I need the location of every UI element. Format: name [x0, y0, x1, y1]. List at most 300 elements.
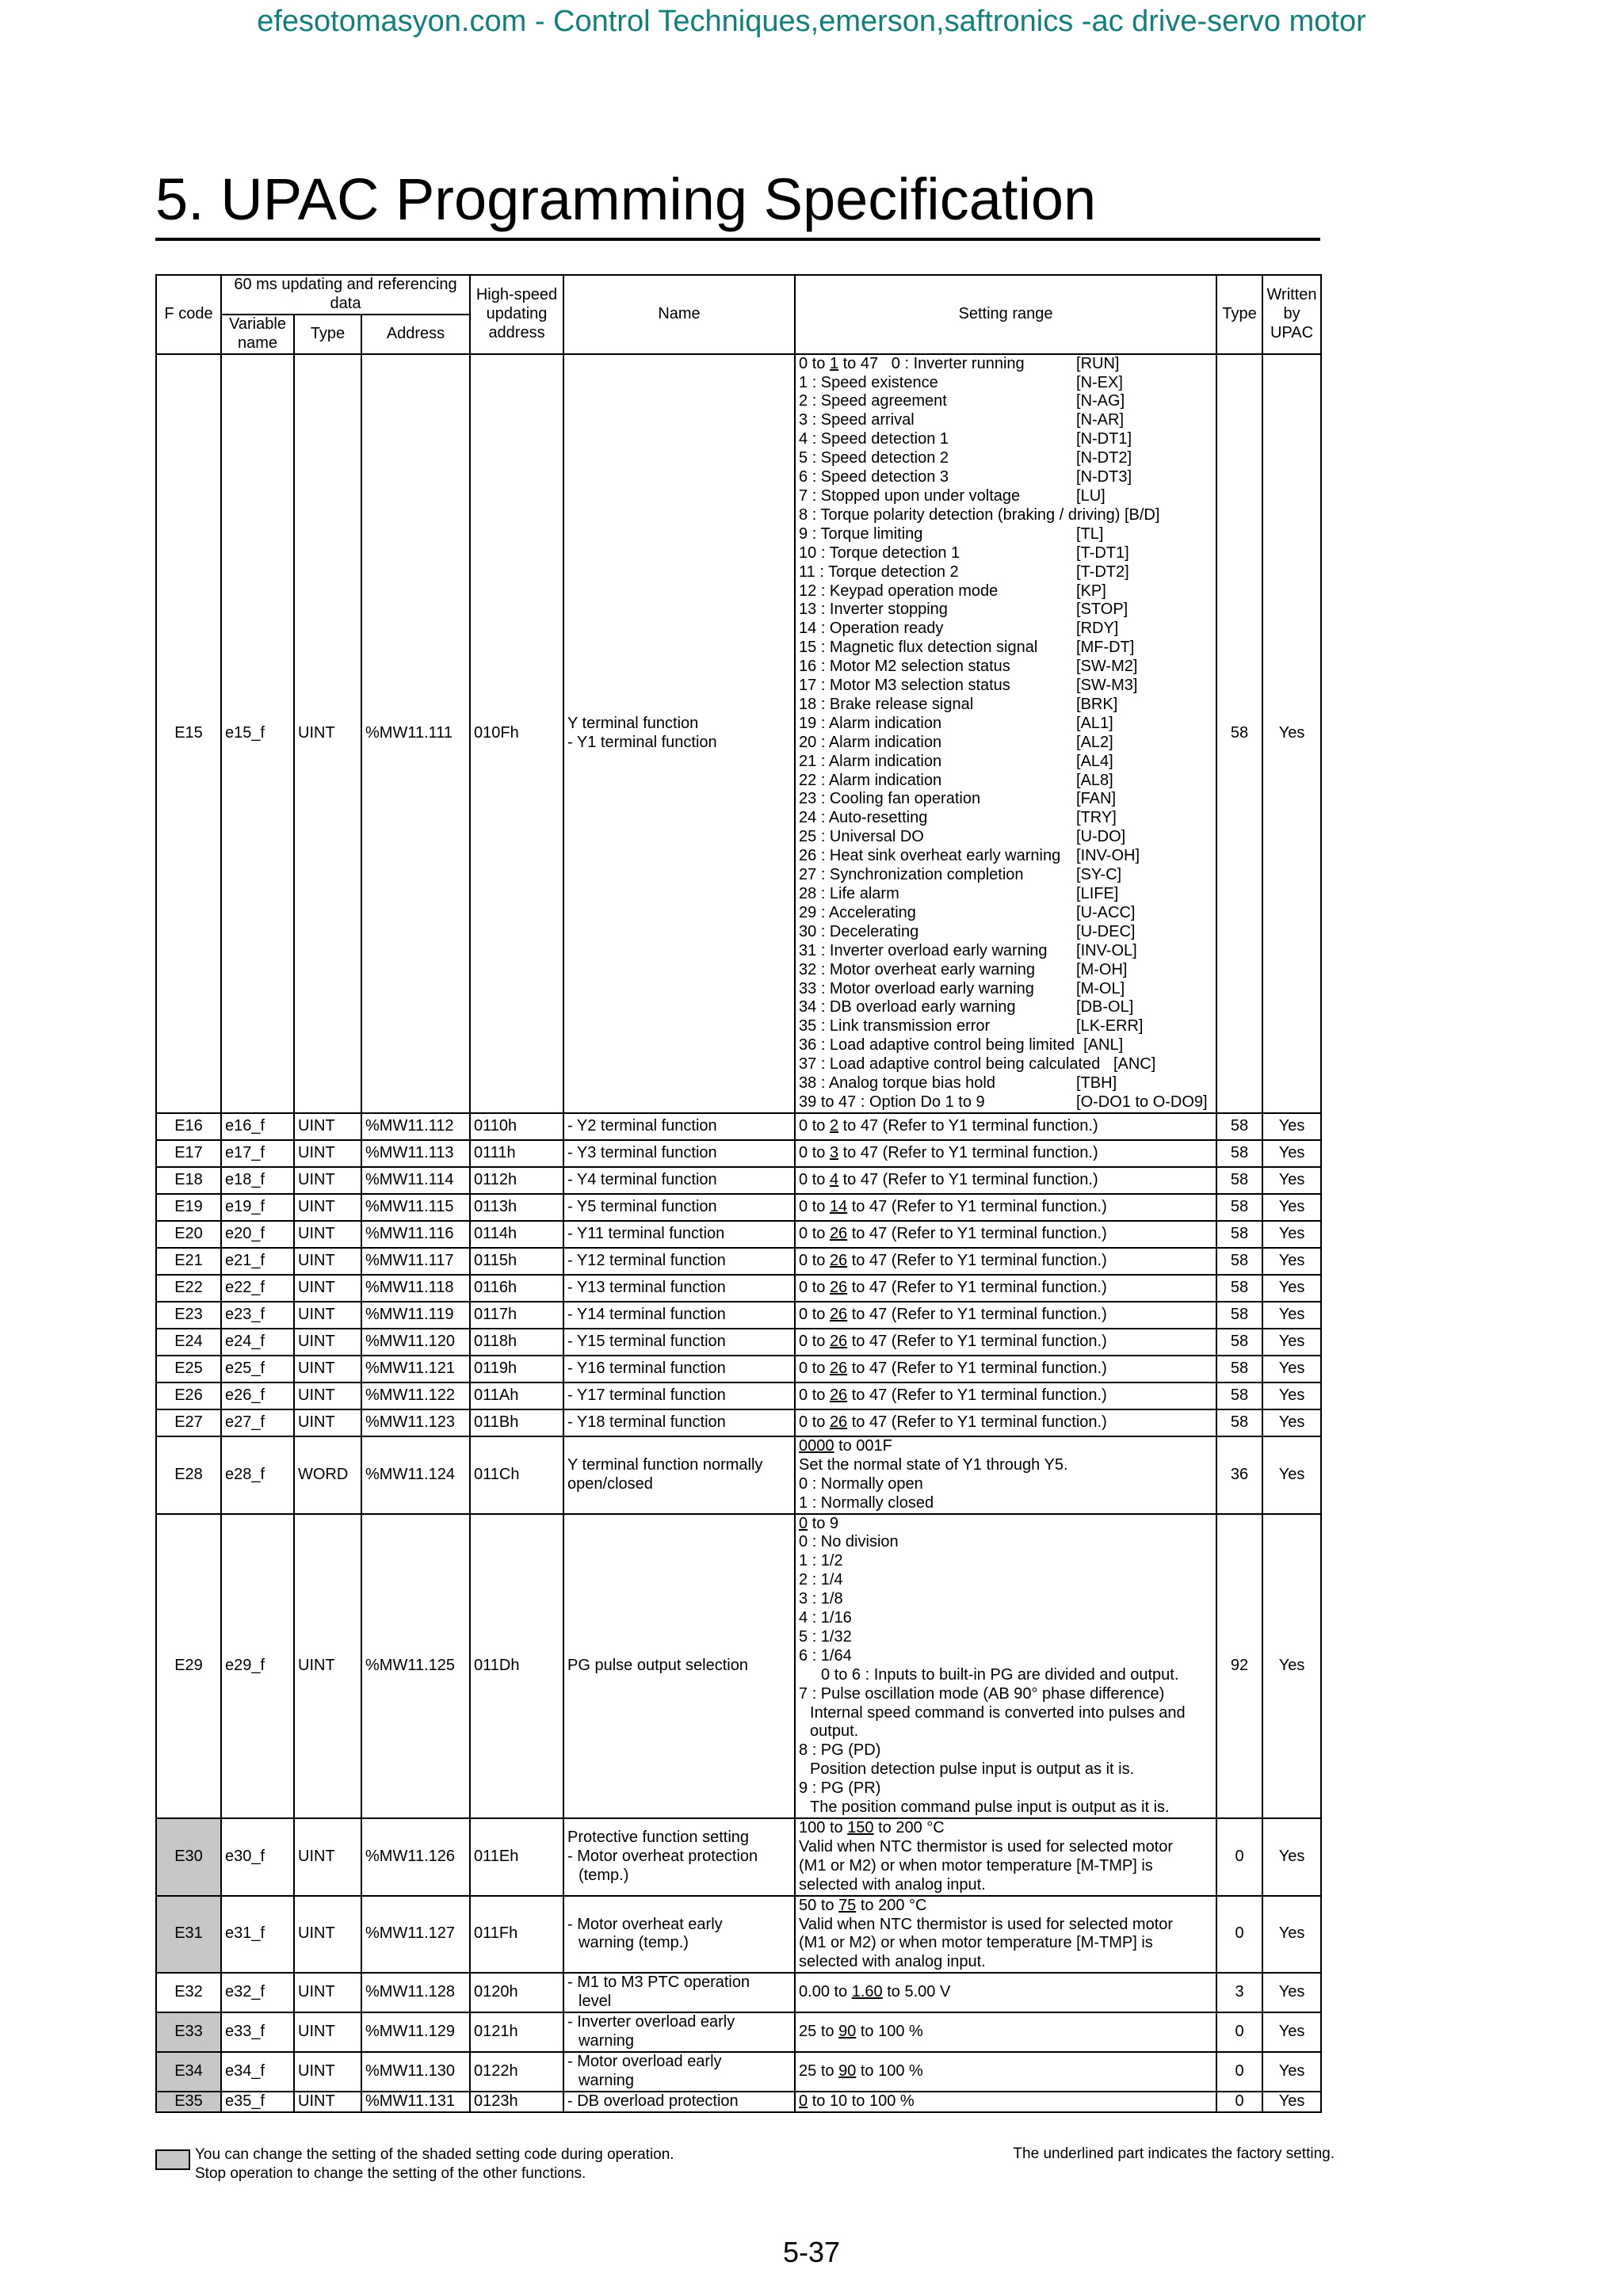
- written-cell: Yes: [1262, 2052, 1321, 2092]
- range-post: to 10 to 100 %: [808, 2092, 915, 2110]
- range-default: 0: [799, 1514, 808, 1532]
- range-default: 26: [829, 1224, 848, 1242]
- type2-cell: 58: [1216, 1356, 1262, 1383]
- option-line: [799, 715, 1212, 734]
- range-cell: [795, 2012, 1216, 2052]
- range-pre: 0 to: [799, 1170, 830, 1188]
- address-cell: %MW11.111: [361, 354, 470, 1113]
- fcode-cell-shaded: E30: [156, 1818, 221, 1896]
- range-cell: [795, 1329, 1216, 1356]
- range-post: to 47 (Refer to Y1 terminal function.): [847, 1224, 1107, 1242]
- option-code: [MF-DT]: [1076, 639, 1135, 657]
- fcode-cell-shaded: E35: [156, 2092, 221, 2112]
- var-cell: e32_f: [221, 1973, 294, 2012]
- option-text: 23 : Cooling fan operation: [799, 790, 981, 808]
- type-cell: UINT: [294, 1248, 361, 1275]
- type-cell: UINT: [294, 1409, 361, 1436]
- type2-cell: 58: [1216, 1302, 1262, 1329]
- site-banner[interactable]: efesotomasyon.com - Control Techniques,emerson,saftronics -ac drive-servo motor: [257, 5, 1366, 38]
- name-cell: - Y18 terminal function: [563, 1409, 795, 1436]
- hs-cell: 0115h: [470, 1248, 563, 1275]
- var-cell: e17_f: [221, 1140, 294, 1167]
- option-line: [799, 904, 1212, 923]
- range-line: 9 : PG (PR): [799, 1779, 881, 1798]
- range-default: 26: [829, 1386, 848, 1404]
- hs-cell: 0117h: [470, 1302, 563, 1329]
- written-cell: Yes: [1262, 1329, 1321, 1356]
- option-code: [AL2]: [1076, 733, 1113, 751]
- range-default: 0000: [799, 1436, 834, 1455]
- name-line: - M1 to M3 PTC operation: [567, 1974, 750, 1992]
- option-text: 14 : Operation ready: [799, 620, 944, 638]
- table-row: [156, 2052, 1321, 2092]
- table-row: [156, 1248, 1321, 1275]
- option-text: 36 : Load adaptive control being limited [ANL]: [799, 1036, 1124, 1055]
- option-code: [AL8]: [1076, 771, 1113, 789]
- option-code: [STOP]: [1076, 601, 1128, 619]
- option-line: [799, 525, 1212, 544]
- option-line: [799, 866, 1212, 885]
- header-type: Type: [294, 315, 361, 354]
- range-post: to 47 (Refer to Y1 terminal function.): [847, 1359, 1107, 1377]
- var-cell: e28_f: [221, 1436, 294, 1514]
- fcode-cell: E17: [156, 1140, 221, 1167]
- table-row: [156, 1275, 1321, 1302]
- range-post: to 200 °C: [873, 1819, 945, 1836]
- type2-cell: 3: [1216, 1973, 1262, 2012]
- range-pre: 0 to: [799, 1143, 830, 1161]
- name-line: warning: [579, 2071, 635, 2089]
- address-cell: %MW11.126: [361, 1818, 470, 1896]
- option-line: [799, 449, 1212, 468]
- option-text: 5 : Speed detection 2: [799, 449, 949, 467]
- range-post: to 47 (Refer to Y1 terminal function.): [838, 1116, 1098, 1135]
- type2-cell: 58: [1216, 1194, 1262, 1221]
- written-cell: Yes: [1262, 1409, 1321, 1436]
- name-cell: - Y16 terminal function: [563, 1356, 795, 1383]
- type2-cell: 92: [1216, 1514, 1262, 1819]
- range-line: (M1 or M2) or when motor temperature [M-TMP] is: [799, 1856, 1153, 1875]
- range-pre: 25 to: [799, 2061, 839, 2080]
- fcode-cell: E28: [156, 1436, 221, 1514]
- range-default: 26: [829, 1359, 848, 1377]
- range-post: to 47 (Refer to Y1 terminal function.): [847, 1413, 1107, 1431]
- type-cell: UINT: [294, 1514, 361, 1819]
- range-cell: [795, 1167, 1216, 1194]
- written-cell: Yes: [1262, 1514, 1321, 1819]
- address-cell: %MW11.117: [361, 1248, 470, 1275]
- range-line: [799, 355, 1212, 374]
- type2-cell: 58: [1216, 1167, 1262, 1194]
- type-cell: UINT: [294, 2012, 361, 2052]
- range-line: Valid when NTC thermistor is used for selected motor: [799, 1837, 1174, 1855]
- type-cell: UINT: [294, 1383, 361, 1409]
- fcode-cell: E15: [156, 354, 221, 1113]
- range-pre: 100 to: [799, 1819, 848, 1836]
- table-row: [156, 2012, 1321, 2052]
- option-text: 2 : Speed agreement: [799, 392, 947, 410]
- range-post: to 5.00 V: [882, 1983, 951, 2001]
- option-text: 28 : Life alarm: [799, 885, 899, 902]
- type2-cell: 36: [1216, 1436, 1262, 1514]
- hs-cell: 011Dh: [470, 1514, 563, 1819]
- option-line: [799, 506, 1212, 525]
- type-cell: UINT: [294, 2052, 361, 2092]
- legend-text: [195, 2145, 908, 2183]
- option-code: [N-DT3]: [1076, 468, 1132, 486]
- range-cell: [795, 1140, 1216, 1167]
- option-text: 9 : Torque limiting: [799, 524, 923, 543]
- hs-cell: 010Fh: [470, 354, 563, 1113]
- option-code: [RDY]: [1076, 620, 1119, 638]
- option-text: 4 : Speed detection 1: [799, 430, 949, 448]
- written-cell: Yes: [1262, 2012, 1321, 2052]
- range-default: 3: [829, 1143, 839, 1161]
- name-line: Y terminal function normally: [567, 1455, 763, 1474]
- range-cell: [795, 1113, 1216, 1140]
- option-line: [799, 563, 1212, 582]
- hs-cell: 0114h: [470, 1221, 563, 1248]
- option-text: 17 : Motor M3 selection status: [799, 677, 1010, 695]
- type-cell: WORD: [294, 1436, 361, 1514]
- written-cell: Yes: [1262, 1248, 1321, 1275]
- range-post: to 47 (Refer to Y1 terminal function.): [847, 1251, 1107, 1269]
- var-cell: e30_f: [221, 1818, 294, 1896]
- address-cell: %MW11.122: [361, 1383, 470, 1409]
- option-text: 29 : Accelerating: [799, 903, 916, 921]
- option-line: [799, 1055, 1212, 1074]
- name-line: level: [579, 1993, 612, 2011]
- option-text: 24 : Auto-resetting: [799, 809, 928, 827]
- name-line: warning (temp.): [579, 1934, 689, 1952]
- range-cell: [795, 1896, 1216, 1974]
- address-cell: %MW11.127: [361, 1896, 470, 1974]
- hs-cell: 0116h: [470, 1275, 563, 1302]
- name-cell: - Y17 terminal function: [563, 1383, 795, 1409]
- range-pre: 0 to: [799, 1332, 830, 1350]
- option-line: [799, 885, 1212, 904]
- option-line: [799, 753, 1212, 772]
- option-line: [799, 487, 1212, 506]
- range-post: to 47 0 : Inverter running: [838, 354, 1025, 372]
- option-text: 12 : Keypad operation mode: [799, 582, 999, 600]
- option-line: [799, 639, 1212, 658]
- hs-cell: 011Eh: [470, 1818, 563, 1896]
- name-cell: [563, 1896, 795, 1974]
- table-row: [156, 1973, 1321, 2012]
- option-text: 31 : Inverter overload early warning: [799, 941, 1048, 959]
- option-text: 16 : Motor M2 selection status: [799, 658, 1010, 676]
- range-line: output.: [810, 1722, 859, 1741]
- option-line: [799, 411, 1212, 430]
- option-code: [LIFE]: [1076, 885, 1119, 902]
- hs-cell: 011Bh: [470, 1409, 563, 1436]
- range-line: 0 to 6 : Inputs to built-in PG are divided and output.: [821, 1665, 1179, 1684]
- name-cell: [563, 1436, 795, 1514]
- option-code: [M-OH]: [1076, 960, 1128, 978]
- range-line: 1 : Normally closed: [799, 1493, 934, 1512]
- range-pre: 25 to: [799, 2023, 839, 2041]
- option-text: 30 : Decelerating: [799, 922, 919, 940]
- name-line: - Motor overheat early: [567, 1915, 723, 1933]
- name-cell: - Y3 terminal function: [563, 1140, 795, 1167]
- address-cell: %MW11.118: [361, 1275, 470, 1302]
- range-post: to 47 (Refer to Y1 terminal function.): [847, 1278, 1107, 1296]
- option-text: 21 : Alarm indication: [799, 752, 942, 770]
- option-text: 3 : Speed arrival: [799, 411, 915, 429]
- option-code: [LU]: [1076, 486, 1106, 505]
- option-code: [U-ACC]: [1076, 903, 1136, 921]
- table-row: [156, 1818, 1321, 1896]
- option-code: [TL]: [1076, 524, 1104, 543]
- hs-cell: 011Fh: [470, 1896, 563, 1974]
- var-cell: e21_f: [221, 1248, 294, 1275]
- range-pre: 0 to: [799, 1224, 830, 1242]
- table-row: [156, 1514, 1321, 1819]
- range-line: [799, 1515, 1212, 1534]
- table-row: [156, 1302, 1321, 1329]
- factory-setting-note: The underlined part indicates the factory setting.: [1013, 2145, 1335, 2162]
- option-line: [799, 1017, 1212, 1036]
- option-code: [M-OL]: [1076, 979, 1125, 997]
- written-cell: Yes: [1262, 1275, 1321, 1302]
- option-text: 19 : Alarm indication: [799, 714, 942, 732]
- table-row: [156, 1194, 1321, 1221]
- type-cell: UINT: [294, 1221, 361, 1248]
- hs-cell: 0119h: [470, 1356, 563, 1383]
- written-cell: Yes: [1262, 1973, 1321, 2012]
- name-line: - Motor overload early: [567, 2052, 722, 2070]
- legend-line: Stop operation to change the setting of the other functions.: [195, 2165, 586, 2182]
- fcode-cell: E26: [156, 1383, 221, 1409]
- spec-table: [155, 274, 1322, 2113]
- address-cell: %MW11.115: [361, 1194, 470, 1221]
- type2-cell: 0: [1216, 2012, 1262, 2052]
- name-cell: - Y12 terminal function: [563, 1248, 795, 1275]
- option-code: [N-DT1]: [1076, 430, 1132, 448]
- type-cell: UINT: [294, 1818, 361, 1896]
- var-cell: e20_f: [221, 1221, 294, 1248]
- option-line: [799, 942, 1212, 961]
- range-pre: 0 to: [799, 1251, 830, 1269]
- name-cell: - Y2 terminal function: [563, 1113, 795, 1140]
- option-code: [SY-C]: [1076, 866, 1122, 884]
- fcode-cell: E25: [156, 1356, 221, 1383]
- type2-cell: 58: [1216, 1409, 1262, 1436]
- type-cell: UINT: [294, 2092, 361, 2112]
- option-line: [799, 1036, 1212, 1055]
- option-code: [DB-OL]: [1076, 998, 1134, 1016]
- var-cell: e16_f: [221, 1113, 294, 1140]
- division-line: 4 : 1/16: [799, 1609, 852, 1627]
- range-cell: [795, 2092, 1216, 2112]
- fcode-cell: E22: [156, 1275, 221, 1302]
- type2-cell: 58: [1216, 354, 1262, 1113]
- name-cell: [563, 1973, 795, 2012]
- range-cell: [795, 354, 1216, 1113]
- range-cell: [795, 1356, 1216, 1383]
- var-cell: e31_f: [221, 1896, 294, 1974]
- var-cell: e35_f: [221, 2092, 294, 2112]
- header-fcode: F code: [156, 275, 221, 354]
- type-cell: UINT: [294, 354, 361, 1113]
- division-line: 2 : 1/4: [799, 1571, 843, 1589]
- var-cell: e29_f: [221, 1514, 294, 1819]
- name-line: - Inverter overload early: [567, 2013, 735, 2031]
- range-default: 26: [829, 1278, 848, 1296]
- range-pre: 0 to: [799, 1116, 830, 1135]
- range-pre: 0 to: [799, 1305, 830, 1323]
- range-pre: 0 to: [799, 1413, 830, 1431]
- range-pre: 0 to: [799, 1359, 830, 1377]
- range-post: to 200 °C: [856, 1896, 927, 1914]
- option-text: 27 : Synchronization completion: [799, 866, 1024, 884]
- var-cell: e15_f: [221, 354, 294, 1113]
- type-cell: UINT: [294, 1302, 361, 1329]
- hs-cell: 0121h: [470, 2012, 563, 2052]
- range-pre: 50 to: [799, 1896, 839, 1914]
- type2-cell: 58: [1216, 1248, 1262, 1275]
- option-code: [KP]: [1076, 582, 1106, 600]
- written-cell: Yes: [1262, 1302, 1321, 1329]
- hs-cell: 0120h: [470, 1973, 563, 2012]
- written-cell: Yes: [1262, 2092, 1321, 2112]
- fcode-cell: E24: [156, 1329, 221, 1356]
- type-cell: UINT: [294, 1896, 361, 1974]
- range-cell: [795, 1302, 1216, 1329]
- option-line: [799, 980, 1212, 999]
- hs-cell: 0111h: [470, 1140, 563, 1167]
- range-line: The position command pulse input is output as it is.: [810, 1798, 1170, 1817]
- address-cell: %MW11.129: [361, 2012, 470, 2052]
- range-default: 14: [829, 1197, 848, 1215]
- option-code: [T-DT1]: [1076, 543, 1129, 562]
- option-text: 13 : Inverter stopping: [799, 601, 948, 619]
- table-row: [156, 354, 1321, 1113]
- fcode-cell: E20: [156, 1221, 221, 1248]
- range-cell: [795, 1409, 1216, 1436]
- range-code: [RUN]: [1076, 354, 1120, 372]
- range-default: 90: [838, 2023, 857, 2041]
- option-code: [SW-M2]: [1076, 658, 1138, 676]
- range-default: 150: [847, 1819, 874, 1836]
- name-line: - Motor overheat protection: [567, 1847, 758, 1865]
- hs-cell: 0118h: [470, 1329, 563, 1356]
- range-cell: [795, 1973, 1216, 2012]
- type-cell: UINT: [294, 1356, 361, 1383]
- range-default: 75: [838, 1896, 857, 1914]
- option-line: [799, 772, 1212, 791]
- option-line: [799, 1093, 1212, 1112]
- hs-cell: 011Ah: [470, 1383, 563, 1409]
- option-line: [799, 847, 1212, 866]
- header-range: Setting range: [795, 275, 1216, 354]
- option-code: [N-EX]: [1076, 373, 1123, 391]
- address-cell: %MW11.131: [361, 2092, 470, 2112]
- written-cell: Yes: [1262, 1356, 1321, 1383]
- option-line: [799, 374, 1212, 393]
- option-code: [INV-OL]: [1076, 941, 1137, 959]
- range-default: 90: [838, 2061, 857, 2080]
- type2-cell: 58: [1216, 1113, 1262, 1140]
- name-line: warning: [579, 2031, 635, 2050]
- option-code: [BRK]: [1076, 695, 1118, 713]
- range-line: [799, 1897, 1212, 1916]
- option-text: 10 : Torque detection 1: [799, 543, 960, 562]
- range-default: 2: [829, 1116, 839, 1135]
- var-cell: e34_f: [221, 2052, 294, 2092]
- range-default: 0: [799, 2092, 808, 2110]
- header-written: Written by UPAC: [1262, 275, 1321, 354]
- range-cell: [795, 2052, 1216, 2092]
- option-text: 18 : Brake release signal: [799, 695, 974, 713]
- range-post: to 9: [808, 1514, 839, 1532]
- option-line: [799, 923, 1212, 942]
- var-cell: e22_f: [221, 1275, 294, 1302]
- range-line: selected with analog input.: [799, 1875, 986, 1894]
- table-row: [156, 1113, 1321, 1140]
- written-cell: Yes: [1262, 1194, 1321, 1221]
- option-line: [799, 1074, 1212, 1093]
- range-default: 26: [829, 1305, 848, 1323]
- type-cell: UINT: [294, 1194, 361, 1221]
- simple-rows: [156, 1113, 1321, 1436]
- range-post: to 47 (Refer to Y1 terminal function.): [838, 1143, 1098, 1161]
- hs-cell: 0112h: [470, 1167, 563, 1194]
- type2-cell: 58: [1216, 1383, 1262, 1409]
- hs-cell: 0122h: [470, 2052, 563, 2092]
- range-cell: [795, 1514, 1216, 1819]
- name-cell: PG pulse output selection: [563, 1514, 795, 1819]
- option-text: 20 : Alarm indication: [799, 733, 942, 751]
- hs-cell: 0110h: [470, 1113, 563, 1140]
- type2-cell: 58: [1216, 1275, 1262, 1302]
- option-code: [N-AG]: [1076, 392, 1125, 410]
- name-cell: - Y11 terminal function: [563, 1221, 795, 1248]
- type2-cell: 58: [1216, 1329, 1262, 1356]
- range-pre: 0 to: [799, 1278, 830, 1296]
- option-line: [799, 392, 1212, 411]
- address-cell: %MW11.112: [361, 1113, 470, 1140]
- option-code: [U-DEC]: [1076, 922, 1136, 940]
- range-cell: [795, 1818, 1216, 1896]
- name-cell: - Y5 terminal function: [563, 1194, 795, 1221]
- type2-cell: 0: [1216, 1818, 1262, 1896]
- table-row: [156, 1356, 1321, 1383]
- range-post: to 001F: [834, 1436, 892, 1455]
- fcode-cell: E32: [156, 1973, 221, 2012]
- option-text: 22 : Alarm indication: [799, 771, 942, 789]
- name-cell: [563, 354, 795, 1113]
- header-type2: Type: [1216, 275, 1262, 354]
- range-default: 1: [829, 354, 839, 372]
- option-text: 1 : Speed existence: [799, 373, 938, 391]
- range-post: to 47 (Refer to Y1 terminal function.): [847, 1197, 1107, 1215]
- option-line: [799, 734, 1212, 753]
- range-default: 26: [829, 1413, 848, 1431]
- fcode-cell-shaded: E34: [156, 2052, 221, 2092]
- type-cell: UINT: [294, 1113, 361, 1140]
- name-cell: - DB overload protection: [563, 2092, 795, 2112]
- fcode-cell: E27: [156, 1409, 221, 1436]
- range-line: Valid when NTC thermistor is used for selected motor: [799, 1915, 1174, 1933]
- option-code: [AL4]: [1076, 752, 1113, 770]
- option-code: [U-DO]: [1076, 828, 1126, 846]
- type2-cell: 58: [1216, 1140, 1262, 1167]
- type-cell: UINT: [294, 1140, 361, 1167]
- page-title: 5. UPAC Programming Specification: [155, 165, 1320, 241]
- option-code: [O-DO1 to O-DO9]: [1076, 1093, 1208, 1111]
